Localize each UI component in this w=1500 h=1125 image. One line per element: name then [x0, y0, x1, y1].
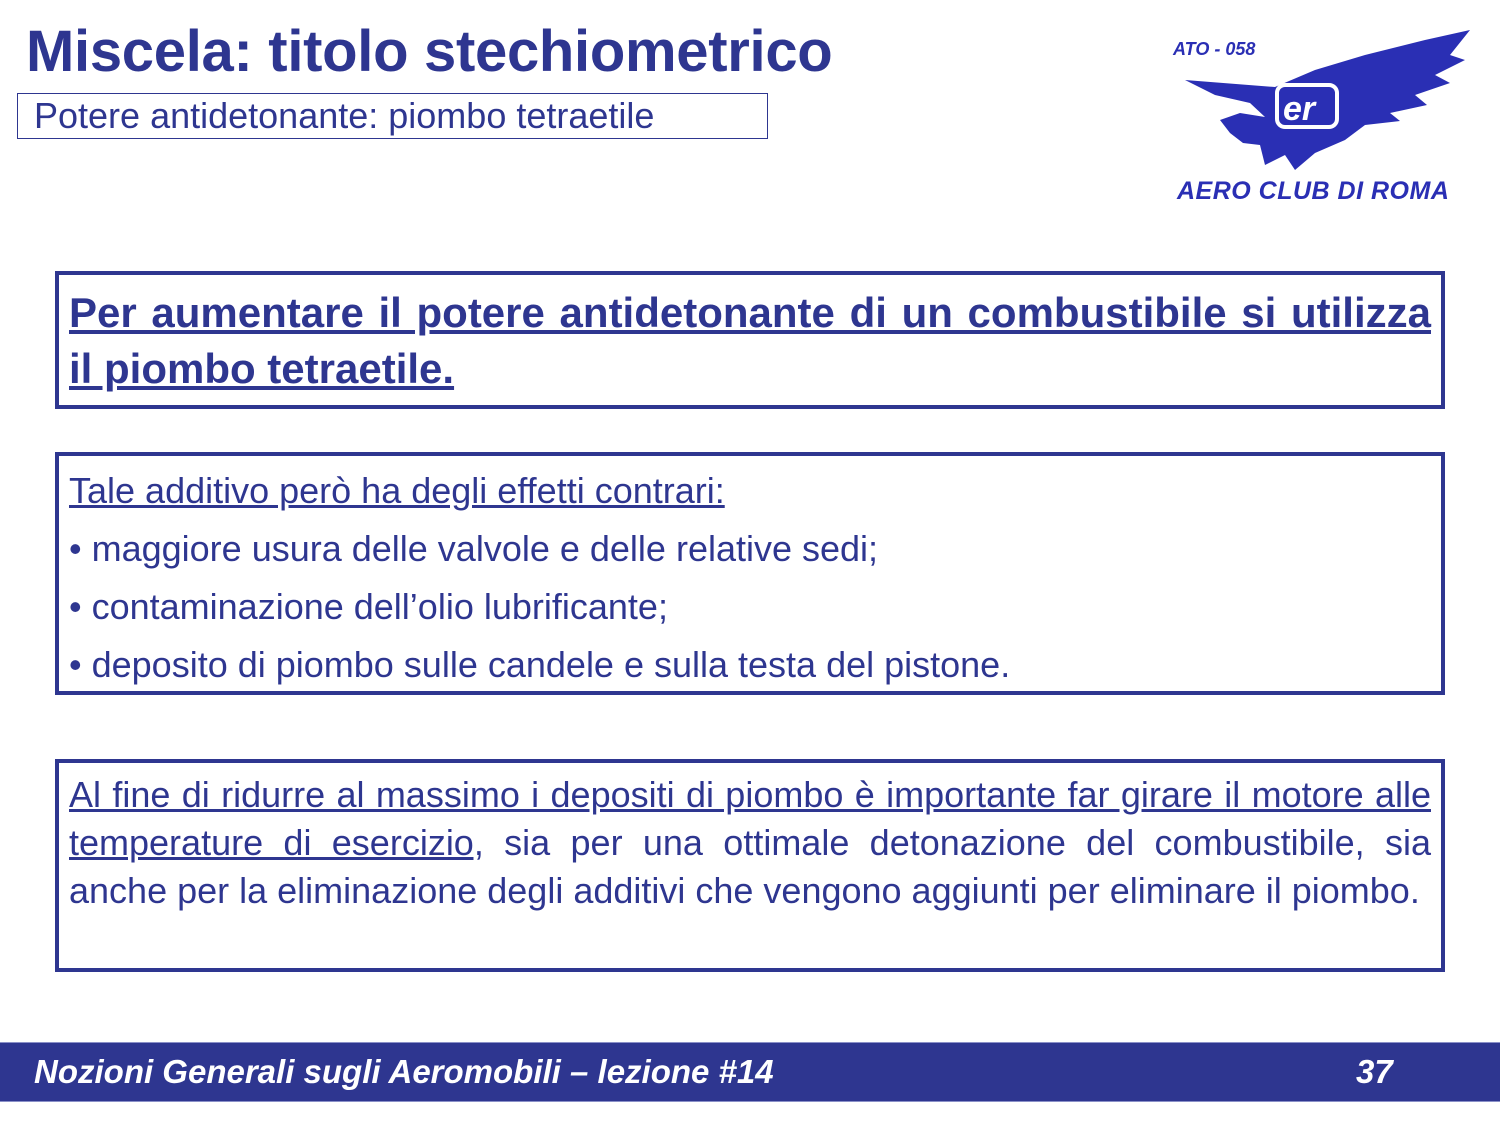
slide-title: Miscela: titolo stechiometrico [26, 19, 833, 84]
effects-box [55, 452, 1445, 695]
svg-text:er: er [1283, 90, 1316, 128]
intro-box [55, 271, 1445, 409]
eagle-icon [1165, 25, 1485, 175]
page-number: 37 [1356, 1053, 1393, 1090]
recommendation-rest: sia per una ottimale detonazione del combustibile, sia anche per la eliminazione degli additivi che vengono aggiunti per eliminare il piombo. [69, 822, 1432, 911]
effects-heading: Tale additivo però ha degli effetti contrari: [69, 470, 725, 511]
slide-subtitle: Potere antidetonante: piombo tetraetile [17, 93, 768, 139]
intro-text: Per aumentare il potere antidetonante di un combustibile si utilizza il piombo tetraetile. [69, 289, 1431, 392]
aero-club-logo [1165, 25, 1485, 215]
effect-item: • deposito di piombo sulle candele e sulla testa del pistone. [69, 644, 1011, 685]
footer-bar [0, 1042, 1500, 1102]
effect-item: • maggiore usura delle valvole e delle relative sedi; [69, 528, 879, 569]
recommendation-box [55, 759, 1445, 972]
effect-item: • contaminazione dell’olio lubrificante; [69, 586, 668, 627]
recommendation-emphasis: Al fine di ridurre al massimo i depositi di piombo è importante far girare il motore alle temperature di esercizio, [69, 774, 1431, 863]
recommendation-text [69, 771, 1431, 915]
club-name: AERO CLUB DI ROMA [1177, 177, 1450, 205]
course-title: Nozioni Generali sugli Aeromobili – lezione #14 [34, 1053, 774, 1090]
ato-code: ATO - 058 [1173, 39, 1256, 59]
